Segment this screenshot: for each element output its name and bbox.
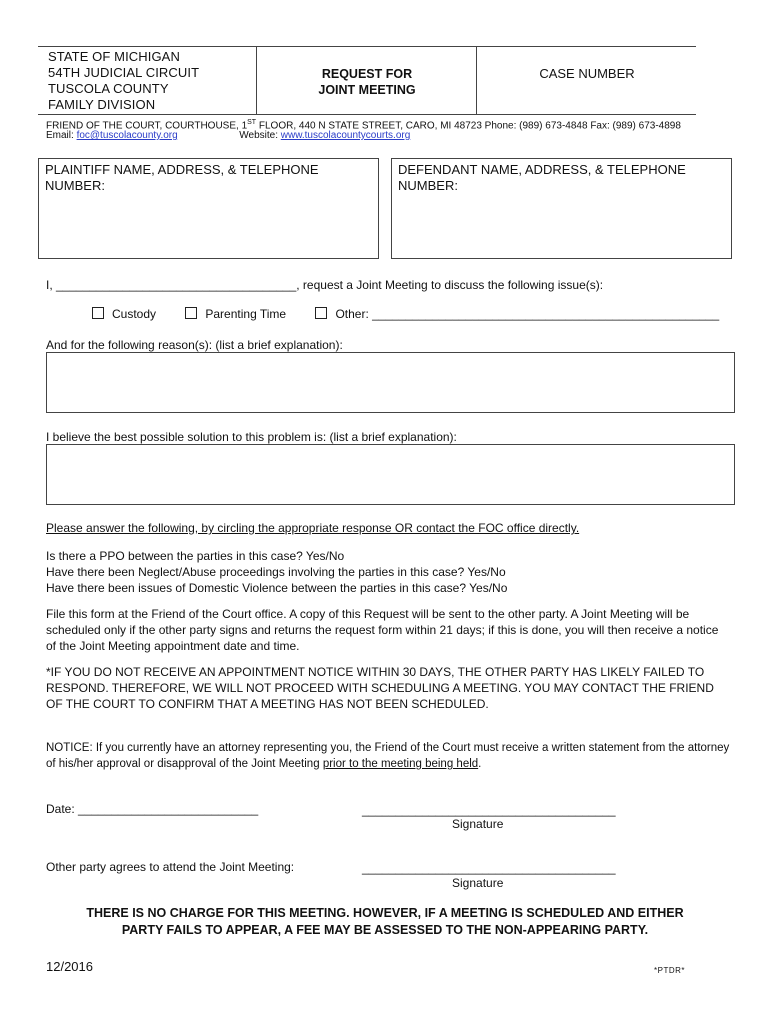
fee-notice-line2: PARTY FAILS TO APPEAR, A FEE MAY BE ASSESSED TO THE NON-APPEARING PARTY. [121,923,649,937]
other-party-label: Other party agrees to attend the Joint Meeting: [46,860,295,874]
signature-line-2[interactable]: ______________________________________ [362,861,616,875]
option-parenting-time[interactable]: Parenting Time [185,307,286,321]
custody-checkbox[interactable] [92,307,104,319]
solution-box[interactable] [46,444,735,505]
case-number-label: CASE NUMBER [539,66,635,81]
option-other[interactable]: Other: ____________________________________________________ [315,307,719,321]
notice-emphasis: prior to the meeting being held [322,758,479,770]
form-title-line2: JOINT MEETING [318,83,416,97]
question-ppo: Is there a PPO between the parties in this case? Yes/No [46,549,345,563]
other-checkbox[interactable] [315,307,327,319]
signature-line-1[interactable]: ______________________________________ [362,803,616,817]
court-line-division: FAMILY DIVISION [48,97,156,112]
warning-paragraph: *IF YOU DO NOT RECEIVE AN APPOINTMENT NOTICE WITHIN 30 DAYS, THE OTHER PARTY HAS LIKELY FAILED TO RESPOND. THEREFORE, WE WILL NOT PROCEED WITH SCHEDULING A MEETING. YOU MAY CONTACT THE FRIEND OF THE COURT TO CONFIRM THAT A MEETING HAS NOT BEEN SCHEDULED. [46,665,714,711]
defendant-label: DEFENDANT NAME, ADDRESS, & TELEPHONE NUMBER: [398,162,686,193]
header-top-rule [38,46,696,47]
request-statement: I, ____________________________________, request a Joint Meeting to discuss the following issue(s): [46,278,604,292]
fee-notice-line1: THERE IS NO CHARGE FOR THIS MEETING. HOWEVER, IF A MEETING IS SCHEDULED AND EITHER [86,906,684,920]
questions-list [46,548,746,596]
parenting-time-checkbox[interactable] [185,307,197,319]
foc-address: FRIEND OF THE COURT, COURTHOUSE, 1ST FLOOR, 440 N STATE STREET, CARO, MI 48723 Phone: (989) 673-4848 Fax: (989) 673-4898 [46,119,681,132]
option-custody[interactable]: Custody [92,307,156,321]
reasons-box[interactable] [46,352,735,413]
signature-label-1: Signature [452,817,504,831]
reasons-label: And for the following reason(s): (list a brief explanation): [46,338,343,352]
form-code: *PTDR* [654,966,686,975]
fee-notice [20,905,750,939]
header-bottom-rule [38,114,696,115]
contact-line: Email: foc@tuscolacounty.org Website: www.tuscolacountycourts.org [46,130,411,141]
attorney-notice: NOTICE: If you currently have an attorney representing you, the Friend of the Court must receive a written statement from the attorney of his/her approval or disapproval of the Joint Meeting prior to the meeting being held. [46,742,730,770]
filing-paragraph: File this form at the Friend of the Court office. A copy of this Request will be sent to the other party. A Joint Meeting will be scheduled only if the other party signs and returns the request form within 21 days; if this is done, you will then receive a notice of the Joint Meeting appointment date and time. [46,607,719,653]
question-neglect-abuse: Have there been Neglect/Abuse proceedings involving the parties in this case? Yes/No [46,565,506,579]
header-divider-right [476,46,477,114]
date-field[interactable]: Date: ___________________________ [46,802,259,816]
question-domestic-violence: Have there been issues of Domestic Violence between the parties in this case? Yes/No [46,581,508,595]
solution-label: I believe the best possible solution to this problem is: (list a brief explanation): [46,430,457,444]
form-title [258,66,476,98]
email-link[interactable]: foc@tuscolacounty.org [76,130,178,141]
form-title-line1: REQUEST FOR [321,67,413,81]
form-date: 12/2016 [46,959,93,974]
court-line-county: TUSCOLA COUNTY [48,81,169,96]
plaintiff-label: PLAINTIFF NAME, ADDRESS, & TELEPHONE NUMBER: [45,162,319,193]
signature-label-2: Signature [452,876,504,890]
court-info [48,49,253,113]
court-line-state: STATE OF MICHIGAN [48,49,180,64]
issue-options [92,307,741,321]
questions-instruction: Please answer the following, by circling the appropriate response OR contact the FOC office directly. [46,521,580,535]
header-divider-left [256,46,257,114]
court-line-circuit: 54TH JUDICIAL CIRCUIT [48,65,200,80]
plaintiff-box[interactable] [38,158,379,259]
defendant-box[interactable] [391,158,732,259]
website-link[interactable]: www.tuscolacountycourts.org [280,130,411,141]
